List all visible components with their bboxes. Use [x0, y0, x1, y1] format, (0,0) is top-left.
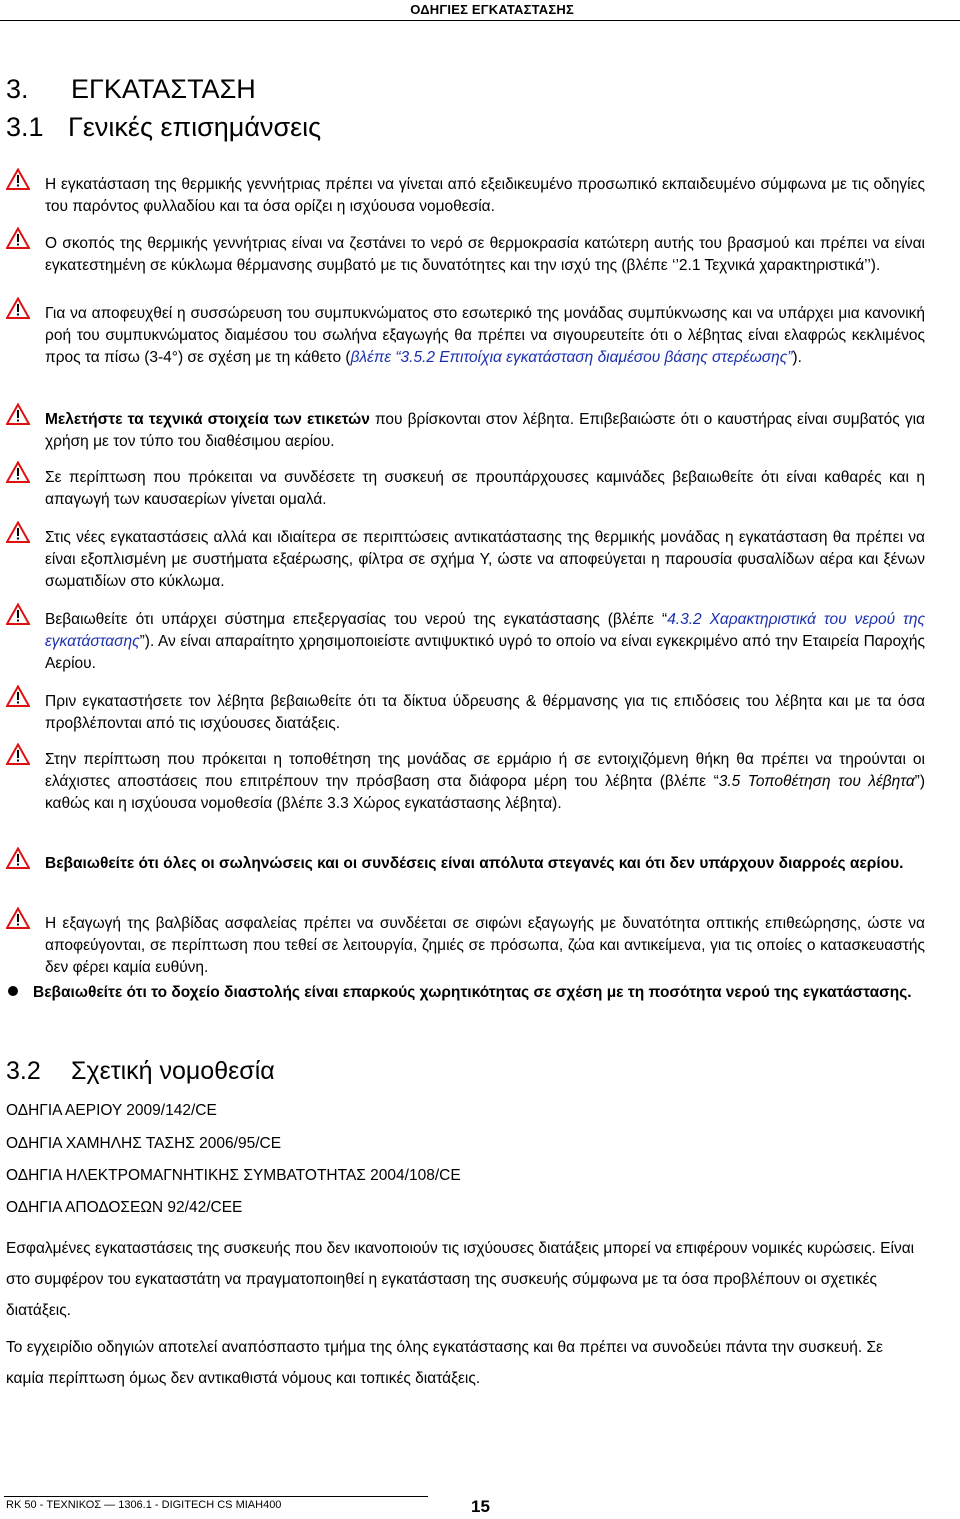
subsection-heading-legislation: [6, 1057, 275, 1086]
section-heading: [6, 74, 256, 105]
warning-triangle-icon: [6, 685, 30, 707]
subsection-title: Γενικές επισημάνσεις: [68, 112, 322, 142]
warning-text-networks: Πριν εγκαταστήσετε τον λέβητα βεβαιωθείτε ότι τα δίκτυα ύδρευσης & θέρμανσης για τις επιδόσεις του λέβητα και με τα όσα προβλέπονται από τις ισχύουσες διατάξεις.: [45, 693, 925, 732]
warning-triangle-icon: [6, 461, 30, 483]
reference-link-3-5[interactable]: 3.5 Τοποθέτηση του λέβητα: [718, 773, 915, 790]
warning-labels-bold: Μελετήστε τα τεχνικά στοιχεία των ετικετών: [45, 411, 370, 428]
warning-text-water-treatment: [45, 609, 925, 675]
warning-triangle-icon: [6, 521, 30, 543]
warning-text-purpose: Ο σκοπός της θερμικής γεννήτριας είναι να ζεστάνει το νερό σε θερμοκρασία κατώτερη αυτής του βρασμού και πρέπει να είναι εγκατεστημένη σε κύκλωμα θέρμανσης συμβατό με τις δυνατότητες και την ισχύ της (βλέπε ‘’2.1 Τεχνικά χαρακτηριστικά’’).: [45, 235, 925, 274]
warning-condensate-text: Για να αποφευχθεί η συσσώρευση του συμπυκνώματος στο εσωτερικό της μονάδας συμπύκνωσης και να υπάρχει μια κανονική ροή του συμπυκνώματος διαμέσου του σωλήνα εξαγωγής θα πρέπει να σιγουρευτείτε ότι ο λέβητας είναι ελαφρώς κεκλιμένος προς τα πίσω (3-4°) σε σχέση με τη κάθετο (: [45, 305, 925, 366]
warning-text-safety-valve: Η εξαγωγή της βαλβίδας ασφαλείας πρέπει να συνδέεται σε σιφώνι εξαγωγής με δυνατότητα οπτικής επιθεώρησης, ώστε να αποφεύγονται, σε περίπτωση που τεθεί σε λειτουργία, ζημιές σε πρόσωπα, ζώα και αντικείμενα, για τις οποίες ο κατασκευαστής δεν φέρει καμία ευθύνη.: [45, 915, 925, 976]
directive-item: ΟΔΗΓΙΑ ΗΛΕΚΤΡΟΜΑΓΝΗΤΙΚΗΣ ΣΥΜΒΑΤΟΤΗΤΑΣ 2004/108/CE: [6, 1167, 461, 1184]
warning-cabinet-end: ”) καθώς και η ισχύουσα νομοθεσία (βλέπε 3.3 Χώρος εγκατάστασης λέβητα).: [45, 773, 925, 812]
warning-water-text: Βεβαιωθείτε ότι υπάρχει σύστημα επεξεργασίας του νερού της εγκατάστασης (βλέπε “: [45, 611, 668, 628]
warning-condensate-end: ).: [792, 349, 802, 366]
warning-cabinet-text: Στην περίπτωση που πρόκειται η τοποθέτηση της μονάδας σε ερμάριο ή σε εντοιχιζόμενη θήκη θα πρέπει να τηρούνται οι ελάχιστες αποστάσεις που επιτρέπουν την πρόσβαση στα διάφορα μέρη του λέβητα (βλέπε “: [45, 751, 925, 790]
warning-text-gas-leaks: Βεβαιωθείτε ότι όλες οι σωληνώσεις και οι συνδέσεις είναι απόλυτα στεγανές και ότι δεν υπάρχουν διαρροές αερίου.: [45, 855, 904, 872]
reference-link-4-3-2[interactable]: 4.3.2 Χαρακτηριστικά του νερού της εγκατάστασης: [45, 611, 925, 650]
warning-text-installation-personnel: Η εγκατάσταση της θερμικής γεννήτριας πρέπει να γίνεται από εξειδικευμένο προσωπικό εκπαιδευμένο σύμφωνα με τις οδηγίες του παρόντος φυλλαδίου και τα όσα ορίζει η ισχύουσα νομοθεσία.: [45, 176, 925, 215]
footer-text: RK 50 - ΤΕΧΝΙΚΟΣ — 1306.1 - DIGITECH CS MIAH400: [6, 1499, 282, 1511]
subsection-heading-general: [6, 112, 321, 143]
warning-triangle-icon: [6, 297, 30, 319]
warning-triangle-icon: [6, 847, 30, 869]
bullet-expansion-vessel: Βεβαιωθείτε ότι το δοχείο διαστολής είναι επαρκούς χωρητικότητας σε σχέση με τη ποσότητα νερού της εγκατάστασης.: [33, 984, 912, 1001]
paragraph-manual-integral: Το εγχειρίδιο οδηγιών αποτελεί αναπόσπαστο τμήμα της όλης εγκατάστασης και θα πρέπει να συνοδεύει πάντα την συσκευή. Σε καμία περίπτωση όμως δεν αντικαθιστά νόμους και τοπικές διατάξεις.: [6, 1339, 883, 1387]
footer-rule: [4, 1496, 428, 1497]
warning-triangle-icon: [6, 403, 30, 425]
header-rule: [0, 20, 960, 21]
header-title: ΟΔΗΓΙΕΣ ΕΓΚΑΤΑΣΤΑΣΗΣ: [410, 2, 574, 17]
page-number: 15: [471, 1497, 490, 1516]
subsection-number: 3.1: [6, 112, 44, 142]
directive-item: ΟΔΗΓΙΑ ΑΠΟΔΟΣΕΩΝ 92/42/CEE: [6, 1199, 243, 1216]
warning-text-chimneys: Σε περίπτωση που πρόκειται να συνδέσετε τη συσκευή σε προυπάρχουσες καμινάδες βεβαιωθείτε ότι είναι καθαρές και η απαγωγή των καυσαερίων γίνεται ομαλά.: [45, 469, 925, 508]
warning-text-new-installations: Στις νέες εγκαταστάσεις αλλά και ιδιαίτερα σε περιπτώσεις αντικατάστασης της θερμικής μονάδας η εγκατάσταση θα πρέπει να είναι εξοπλισμένη με συστήματα εξαέρωσης, φίλτρα σε σχήμα Υ, ώστε να αποφεύγεται η παρουσία φυσαλίδων αέρα και ξένων σωματιδίων στο κύκλωμα.: [45, 529, 925, 590]
directive-item: ΟΔΗΓΙΑ ΧΑΜΗΛΗΣ ΤΑΣΗΣ 2006/95/CE: [6, 1135, 282, 1152]
directive-item: ΟΔΗΓΙΑ ΑΕΡΙΟΥ 2009/142/CE: [6, 1102, 217, 1119]
warning-text-condensate: [45, 303, 925, 369]
warning-triangle-icon: [6, 743, 30, 765]
warning-labels-text: που βρίσκονται στον λέβητα. Επιβεβαιώστε ότι ο καυστήρας είναι συμβατός για χρήση με τον τύπο του διαθέσιμου αερίου.: [45, 411, 926, 450]
warning-triangle-icon: [6, 907, 30, 929]
warning-triangle-icon: [6, 603, 30, 625]
reference-link-3-5-2[interactable]: βλέπε “3.5.2 Επιτοίχια εγκατάσταση διαμέσου βάσης στερέωσης”: [350, 349, 793, 366]
warning-text-cabinet: [45, 749, 925, 815]
section-number: 3.: [6, 74, 29, 104]
bullet-dot-icon: [8, 986, 18, 996]
paragraph-legal-consequences: Εσφαλμένες εγκαταστάσεις της συσκευής που δεν ικανοποιούν τις ισχύουσες διατάξεις μπορεί να επιφέρουν νομικές κυρώσεις. Είναι στο συμφέρον του εγκαταστάτη να πραγματοποιηθεί η εγκατάσταση της συσκευής σύμφωνα με τα όσα προβλέπουν οι σχετικές διατάξεις.: [6, 1240, 915, 1319]
warning-water-end: ”). Αν είναι απαραίτητο χρησιμοποιείστε αντιψυκτικό υγρό το οποίο να είναι εγκεκριμένο από την Εταιρεία Παροχής Αερίου.: [45, 633, 925, 672]
subsection-number: 3.2: [6, 1057, 41, 1085]
warning-text-labels: [45, 409, 925, 453]
warning-triangle-icon: [6, 227, 30, 249]
section-title: ΕΓΚΑΤΑΣΤΑΣΗ: [71, 74, 256, 104]
subsection-title: Σχετική νομοθεσία: [71, 1057, 275, 1085]
warning-triangle-icon: [6, 168, 30, 190]
